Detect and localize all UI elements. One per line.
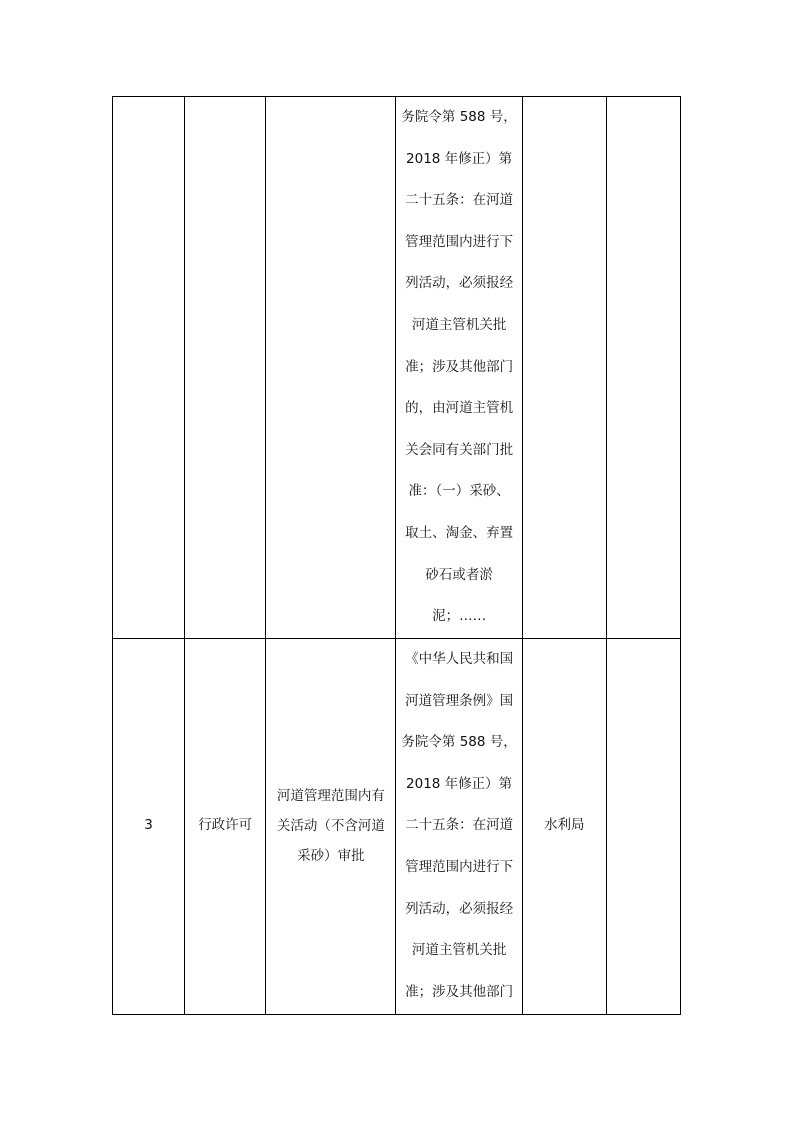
item-name-line: 关活动（不含河道 [276,818,385,835]
basis-line: 《中华人民共和国 [405,651,514,668]
item-name-cell [266,638,396,1014]
basis-line: 的，由河道主管机 [405,400,514,417]
permission-table [112,96,681,1015]
basis-line: 二十五条：在河道 [405,192,514,209]
basis-line: 准；涉及其他部门 [405,358,514,375]
basis-line: 列活动，必须报经 [405,275,514,292]
category-cell [185,97,266,639]
basis-line: 河道主管机关批 [411,316,507,333]
item-name-line: 河道管理范围内有 [276,788,385,805]
basis-line: 列活动，必须报经 [405,900,514,917]
item-name-line: 采砂）审批 [297,848,365,865]
basis-line: 准；涉及其他部门 [405,983,514,1000]
table-row [113,97,681,639]
table-row [113,638,681,1014]
note-cell [606,97,680,639]
basis-line: 2018 年修正）第 [406,150,513,167]
basis-line: 管理范围内进行下 [405,233,514,250]
department-cell [522,97,606,639]
note-cell [606,638,680,1014]
basis-line: 准：（一）采砂、 [408,483,510,500]
basis-line: 河道主管机关批 [411,942,507,959]
basis-line: 河道管理条例》国 [405,692,514,709]
number-cell [113,97,185,639]
department-cell: 水利局 [522,638,606,1014]
legal-basis-cell [396,638,522,1014]
basis-line: 管理范围内进行下 [405,859,514,876]
item-name-cell [266,97,396,639]
basis-line: 二十五条：在河道 [405,817,514,834]
basis-line: 泥；…… [432,608,487,625]
basis-line: 2018 年修正）第 [406,775,513,792]
legal-basis-cell [396,97,522,639]
category-cell: 行政许可 [185,638,266,1014]
basis-line: 务院令第 588 号， [401,734,517,751]
basis-line: 砂石或者淤 [425,566,493,583]
basis-line: 务院令第 588 号， [401,109,517,125]
basis-line: 取土、淘金、弃置 [405,524,514,541]
basis-line: 关会同有关部门批 [405,441,514,458]
number-cell: 3 [113,638,185,1014]
